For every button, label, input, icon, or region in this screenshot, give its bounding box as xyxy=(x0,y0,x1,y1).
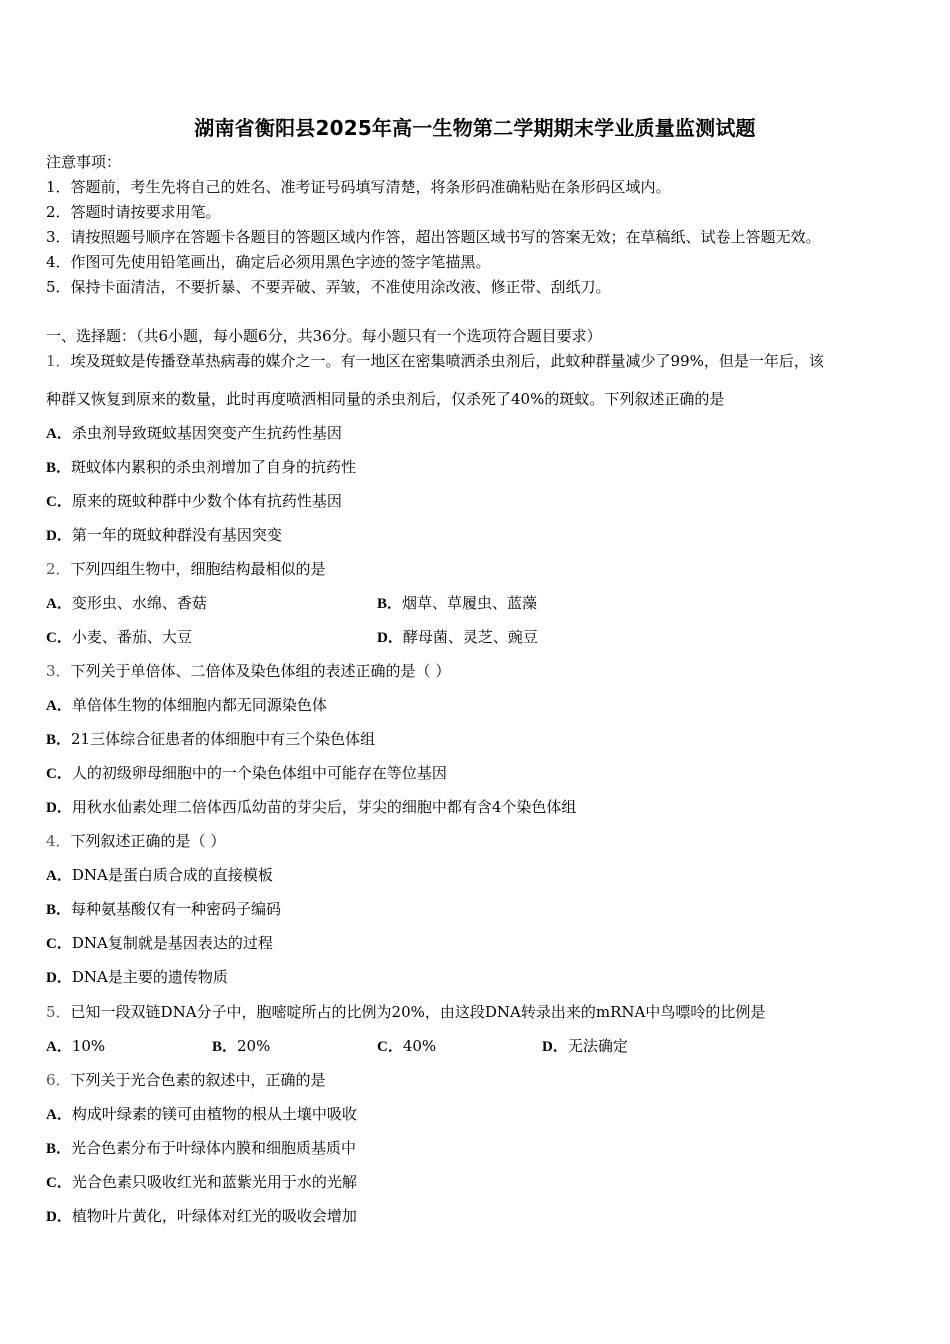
option-b xyxy=(46,729,375,750)
option-text: 人的初级卵母细胞中的一个染色体组中可能存在等位基因 xyxy=(71,764,447,782)
notice-heading: 注意事项： xyxy=(46,153,122,171)
option-d xyxy=(46,967,228,988)
option-text: 斑蚊体内累积的杀虫剂增加了自身的抗药性 xyxy=(71,458,357,476)
question-1 xyxy=(46,351,824,371)
option-letter: B． xyxy=(212,1039,238,1055)
question-number: 4． xyxy=(46,832,71,850)
question-text: 下列关于单倍体、二倍体及染色体组的表述正确的是（ ） xyxy=(70,662,451,680)
option-c xyxy=(377,1036,436,1057)
question-3 xyxy=(46,661,450,681)
option-letter: D． xyxy=(377,630,403,646)
option-text: 40% xyxy=(402,1037,437,1055)
option-c xyxy=(46,491,342,512)
option-text: 21三体综合征患者的体细胞中有三个染色体组 xyxy=(71,730,376,748)
option-d xyxy=(542,1036,628,1057)
option-c xyxy=(46,763,447,784)
option-letter: B． xyxy=(46,460,72,476)
notice-item: 3．请按照题号顺序在答题卡各题目的答题区域内作答，超出答题区域书写的答案无效；在草稿纸、试卷上答题无效。 xyxy=(46,228,821,246)
page-title: 湖南省衡阳县2025年高一生物第二学期期末学业质量监测试题 xyxy=(194,116,756,140)
notice-item: 2．答题时请按要求用笔。 xyxy=(46,203,221,221)
option-letter: A． xyxy=(46,1107,72,1123)
question-text: 下列叙述正确的是（ ） xyxy=(70,832,226,850)
option-letter: D． xyxy=(46,528,72,544)
option-letter: C． xyxy=(46,494,72,510)
option-d xyxy=(46,1206,357,1227)
option-letter: C． xyxy=(46,630,72,646)
option-a xyxy=(46,1104,357,1125)
option-letter: D． xyxy=(46,1209,72,1225)
option-d xyxy=(377,627,538,648)
option-text: 植物叶片黄化，叶绿体对红光的吸收会增加 xyxy=(71,1207,357,1225)
option-text: DNA是蛋白质合成的直接模板 xyxy=(71,866,273,884)
question-number: 2． xyxy=(46,560,71,578)
option-text: 光合色素只吸收红光和蓝紫光用于水的光解 xyxy=(71,1173,357,1191)
option-b xyxy=(212,1036,270,1057)
question-text: 下列四组生物中，细胞结构最相似的是 xyxy=(70,560,326,578)
question-number: 6． xyxy=(46,1071,71,1089)
option-text: 10% xyxy=(71,1037,106,1055)
option-letter: B． xyxy=(46,1141,72,1157)
question-2 xyxy=(46,559,326,579)
option-letter: B． xyxy=(46,902,72,918)
option-letter: A． xyxy=(46,596,72,612)
question-number: 1． xyxy=(46,352,71,370)
option-text: 小麦、番茄、大豆 xyxy=(71,628,192,646)
option-a xyxy=(46,1036,105,1057)
option-letter: A． xyxy=(46,426,72,442)
option-a xyxy=(46,865,273,886)
option-text: 无法确定 xyxy=(567,1037,628,1055)
option-b xyxy=(377,593,537,614)
option-text: DNA是主要的遗传物质 xyxy=(71,968,228,986)
question-6 xyxy=(46,1070,326,1090)
notice-item: 1．答题前，考生先将自己的姓名、准考证号码填写清楚，将条形码准确粘贴在条形码区域内。 xyxy=(46,178,671,196)
question-text: 埃及斑蚊是传播登革热病毒的媒介之一。有一地区在密集喷洒杀虫剂后，此蚊种群量减少了99%，但是一年后，该 xyxy=(70,352,824,370)
option-d xyxy=(46,525,282,546)
option-c xyxy=(46,627,192,648)
option-b xyxy=(46,899,281,920)
option-letter: C． xyxy=(46,1175,72,1191)
option-text: 20% xyxy=(237,1037,271,1055)
option-d xyxy=(46,797,576,818)
option-text: 烟草、草履虫、蓝藻 xyxy=(402,594,538,612)
option-c xyxy=(46,1172,357,1193)
option-text: 酵母菌、灵芝、豌豆 xyxy=(402,628,538,646)
question-5 xyxy=(46,1002,765,1022)
option-letter: B． xyxy=(377,596,403,612)
notice-item: 4．作图可先使用铅笔画出，确定后必须用黑色字迹的签字笔描黑。 xyxy=(46,253,491,271)
option-a xyxy=(46,593,207,614)
question-number: 3． xyxy=(46,662,71,680)
notice-item: 5．保持卡面清洁，不要折暴、不要弄破、弄皱，不准使用涂改液、修正带、刮纸刀。 xyxy=(46,278,611,296)
option-text: 用秋水仙素处理二倍体西瓜幼苗的芽尖后，芽尖的细胞中都有含4个染色体组 xyxy=(71,798,577,816)
question-1-continued: 种群又恢复到原来的数量，此时再度喷洒相同量的杀虫剂后，仅杀死了40%的斑蚊。下列叙述正确的是 xyxy=(46,390,725,408)
question-number: 5． xyxy=(46,1003,71,1021)
option-a xyxy=(46,695,327,716)
option-text: DNA复制就是基因表达的过程 xyxy=(71,934,273,952)
option-text: 光合色素分布于叶绿体内膜和细胞质基质中 xyxy=(71,1139,357,1157)
section-heading: 一、选择题：（共6小题，每小题6分，共36分。每小题只有一个选项符合题目要求） xyxy=(46,327,602,345)
question-text: 下列关于光合色素的叙述中，正确的是 xyxy=(70,1071,326,1089)
option-text: 第一年的斑蚊种群没有基因突变 xyxy=(71,526,282,544)
option-letter: D． xyxy=(542,1039,568,1055)
option-text: 每种氨基酸仅有一种密码子编码 xyxy=(71,900,282,918)
option-text: 变形虫、水绵、香菇 xyxy=(71,594,207,612)
option-c xyxy=(46,933,273,954)
question-text: 已知一段双链DNA分子中，胞嘧啶所占的比例为20%，由这段DNA转录出来的mRNA中鸟嘌呤的比例是 xyxy=(70,1003,766,1021)
option-letter: C． xyxy=(46,766,72,782)
option-letter: A． xyxy=(46,1039,72,1055)
option-letter: D． xyxy=(46,800,72,816)
option-text: 单倍体生物的体细胞内都无同源染色体 xyxy=(71,696,327,714)
option-text: 构成叶绿素的镁可由植物的根从土壤中吸收 xyxy=(71,1105,357,1123)
option-letter: C． xyxy=(377,1039,403,1055)
option-a xyxy=(46,423,342,444)
option-b xyxy=(46,457,356,478)
question-4 xyxy=(46,831,225,851)
option-letter: C． xyxy=(46,936,72,952)
option-letter: B． xyxy=(46,732,72,748)
option-b xyxy=(46,1138,356,1159)
option-letter: A． xyxy=(46,868,72,884)
option-letter: D． xyxy=(46,970,72,986)
option-letter: A． xyxy=(46,698,72,714)
option-text: 原来的斑蚊种群中少数个体有抗药性基因 xyxy=(71,492,342,510)
option-text: 杀虫剂导致斑蚊基因突变产生抗药性基因 xyxy=(71,424,342,442)
